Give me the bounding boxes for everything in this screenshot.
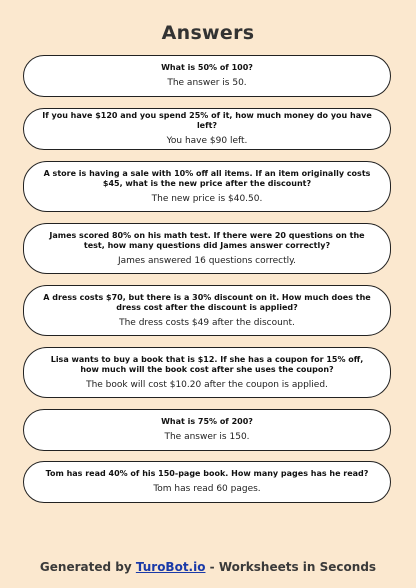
- answer-card: [23, 223, 391, 274]
- answer-card: [23, 409, 391, 451]
- question-text: What is 50% of 100?: [161, 63, 253, 72]
- question-text: Lisa wants to buy a book that is $12. If she has a coupon for 15% off, how much will the book cost after she uses the coupon?: [50, 354, 364, 374]
- answer-card: [23, 285, 391, 336]
- question-text: James scored 80% on his math test. If there were 20 questions on the test, how many questions did James answer correctly?: [49, 230, 365, 250]
- answer-text: Tom has read 60 pages.: [153, 484, 261, 494]
- answer-card: [23, 108, 391, 150]
- question-text: A dress costs $70, but there is a 30% discount on it. How much does the dress cost after the discount is applied?: [43, 292, 371, 312]
- answer-text: The book will cost $10.20 after the coupon is applied.: [86, 379, 328, 390]
- page-title: Answers: [161, 22, 255, 44]
- question-text: A store is having a sale with 10% off all items. If an item originally costs $45, what is the new price after the discount?: [43, 168, 371, 188]
- answer-text: The dress costs $49 after the discount.: [119, 317, 295, 328]
- answer-text: The answer is 150.: [164, 432, 250, 442]
- answer-text: The answer is 50.: [167, 78, 247, 88]
- footer-suffix: - Worksheets in Seconds: [209, 560, 377, 574]
- footer-prefix: Generated by: [39, 560, 132, 574]
- question-text: What is 75% of 200?: [161, 417, 253, 426]
- answer-text: You have $90 left.: [166, 136, 248, 146]
- answer-text: James answered 16 questions correctly.: [117, 255, 297, 266]
- answer-text: The new price is $40.50.: [151, 193, 263, 204]
- question-text: If you have $120 and you spend 25% of it, how much money do you have left?: [42, 111, 372, 130]
- turobot-link[interactable]: TuroBot.io: [135, 560, 206, 574]
- answer-card: [23, 347, 391, 398]
- answer-card: [23, 461, 391, 503]
- answer-card: [23, 161, 391, 212]
- footer: [0, 560, 416, 574]
- answer-card: [23, 55, 391, 97]
- question-text: Tom has read 40% of his 150-page book. How many pages has he read?: [45, 469, 369, 478]
